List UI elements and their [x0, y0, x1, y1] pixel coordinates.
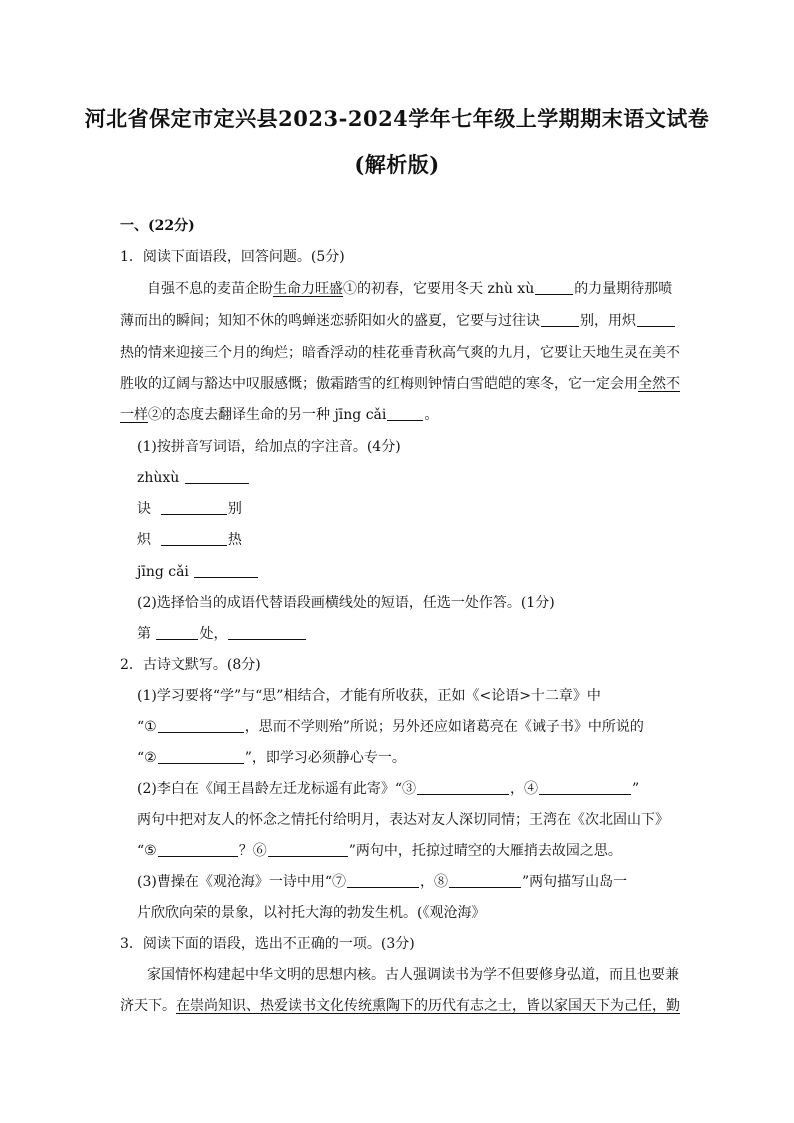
q2-header: 2．古诗文默写。(8分)	[120, 657, 261, 673]
underlined-phrase-2-cont: 一样	[120, 407, 148, 423]
text: ②的态度去翻译生命的另一种 jīng cǎi	[148, 407, 387, 423]
text: (3)曹操在《观沧海》一诗中用“⑦	[137, 874, 346, 890]
text: 别，用炽	[580, 313, 636, 329]
q1-para-line-2	[120, 311, 675, 331]
label: 热	[227, 532, 242, 548]
label: 炽	[137, 532, 151, 548]
blank[interactable]	[541, 312, 579, 327]
text: 济天下。	[120, 998, 176, 1014]
q2-line-5: 两句中把对友人的怀念之情托付给明月，表达对友人深切同情；王湾在《次北固山下》	[137, 812, 669, 828]
label: jīng cǎi	[137, 564, 189, 580]
text: ”两句中，托掠过晴空的大雁捎去故园之思。	[348, 843, 622, 859]
q1-header: 1．阅读下面语段，回答问题。(5分)	[120, 249, 345, 265]
text: (2)李白在《闻王昌龄左迁龙标遥有此寄》“③	[137, 781, 416, 797]
blank[interactable]	[417, 780, 509, 795]
blank[interactable]	[347, 873, 419, 888]
q1-answer-4	[137, 562, 675, 582]
answer-blank[interactable]	[161, 531, 227, 546]
blank[interactable]	[535, 280, 573, 295]
answer-blank[interactable]	[161, 500, 227, 515]
text: “⑤	[137, 843, 157, 859]
underlined-phrase-1: 生命力旺盛	[273, 281, 343, 297]
q1-answer-3	[137, 530, 675, 550]
text: ”两句描写山岛一	[522, 874, 628, 890]
text: 的力量期待那喷	[574, 281, 673, 297]
text: ，⑧	[420, 874, 448, 890]
q3-line-2	[120, 996, 680, 1016]
answer-blank[interactable]	[194, 563, 258, 578]
text: “②	[137, 750, 157, 766]
q1-answer-2	[137, 499, 675, 519]
text: ？⑥	[238, 843, 267, 859]
blank[interactable]	[637, 312, 675, 327]
text: 薄而出的瞬间；知知不休的鸣蝉迷恋骄阳如火的盛夏，它要与过往诀	[120, 313, 540, 329]
q1-answer-5	[137, 624, 675, 644]
answer-blank[interactable]	[228, 625, 306, 640]
text: ”，即学习必须静心专一。	[244, 750, 406, 766]
blank[interactable]	[158, 749, 244, 764]
underlined-sentence: 在崇尚知识、热爱读书文化传统熏陶下的历代有志之士，皆以家国天下为己任，勤	[176, 998, 680, 1014]
blank[interactable]	[158, 718, 244, 733]
blank[interactable]	[158, 842, 238, 857]
label: zhùxù	[137, 470, 180, 486]
q2-line-6	[137, 841, 675, 861]
q1-para-line-4	[120, 374, 680, 394]
label: 第	[137, 626, 151, 642]
answer-blank[interactable]	[156, 625, 198, 640]
q2-line-3	[137, 748, 675, 768]
q1-para-line-1	[147, 279, 675, 299]
text: 自强不息的麦苗企盼	[147, 281, 273, 297]
text: “①	[137, 719, 157, 735]
q2-line-4	[137, 779, 675, 799]
blank[interactable]	[449, 873, 521, 888]
q1-sub1: (1)按拼音写词语，给加点的字注音。(4分)	[137, 439, 401, 455]
blank[interactable]	[539, 780, 631, 795]
title-line-1: 河北省保定市定兴县2023-2024学年七年级上学期期末语文试卷	[84, 106, 710, 131]
text: 胜收的辽阔与豁达中叹服感慨；傲霜踏雪的红梅则钟情白雪皑皑的寒冬，它一定会用	[120, 376, 638, 392]
text: ，思而不学则殆”所说；另外还应如诸葛亮在《诫子书》中所说的	[244, 719, 644, 735]
title-line-2: (解析版)	[354, 152, 440, 177]
section-heading: 一、(22分)	[120, 218, 195, 234]
text: ，④	[510, 781, 538, 797]
q1-para-line-3: 热的情来迎接三个月的绚烂；暗香浮动的桂花垂青秋高气爽的九月，它要让天地生灵在美不	[120, 345, 680, 361]
underlined-phrase-2: 全然不	[638, 376, 680, 392]
q2-line-2	[137, 717, 675, 737]
q3-header: 3．阅读下面的语段，选出不正确的一项。(3分)	[120, 936, 415, 952]
label: 处，	[199, 626, 228, 642]
label: 诀	[137, 501, 151, 517]
q2-line-1: (1)学习要将“学”与“思”相结合，才能有所收获，正如《<论语>十二章》中	[137, 688, 601, 704]
q1-para-line-5	[120, 405, 675, 425]
text: 。	[424, 407, 439, 423]
q3-line-1: 家国情怀构建起中华文明的思想内核。古人强调读书为学不但要修身弘道，而且也要兼	[147, 967, 679, 983]
q1-sub2: (2)选择恰当的成语代替语段画横线处的短语，任选一处作答。(1分)	[137, 595, 555, 611]
q1-answer-1	[137, 468, 675, 488]
q2-line-8: 片欣欣向荣的景象，以衬托大海的勃发生机。(《观沧海》	[137, 905, 486, 921]
blank[interactable]	[268, 842, 348, 857]
text: ①的初春，它要用冬天 zhù xù	[343, 281, 535, 297]
blank[interactable]	[387, 406, 423, 421]
answer-blank[interactable]	[185, 469, 249, 484]
q2-line-7	[137, 872, 675, 892]
label: 别	[227, 501, 242, 517]
text: ”	[632, 781, 640, 797]
